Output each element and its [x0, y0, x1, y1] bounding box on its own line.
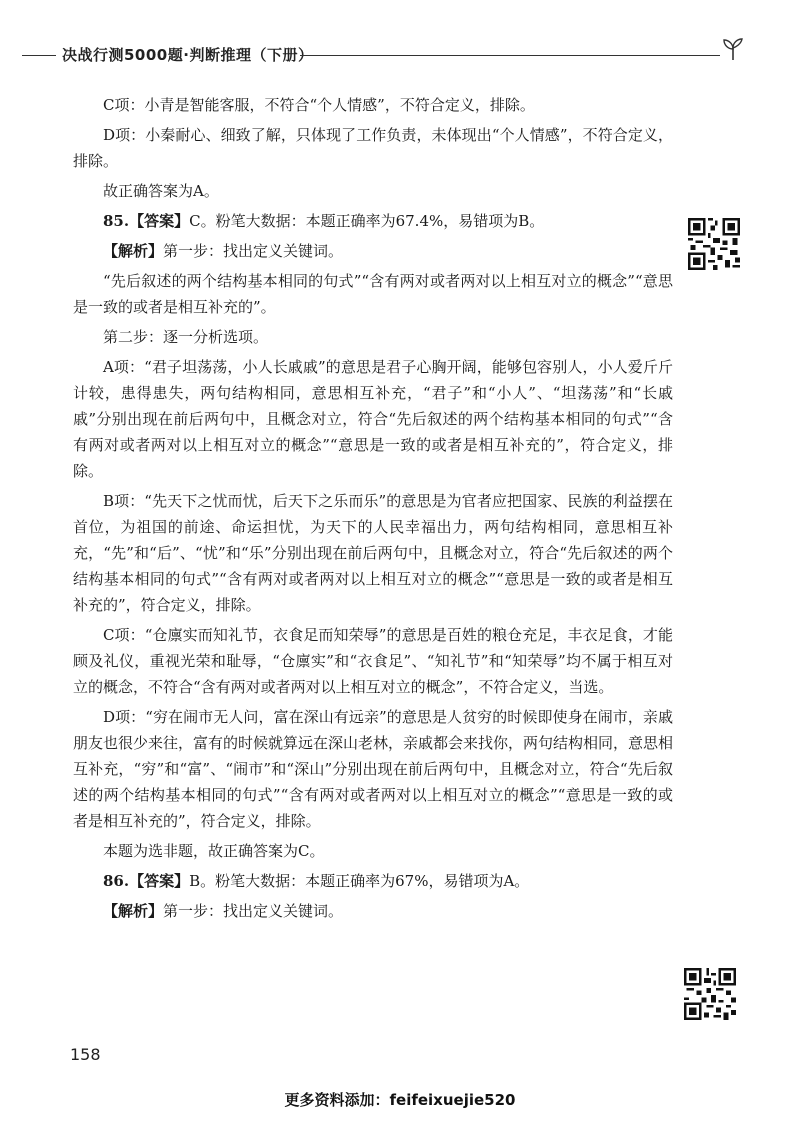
paragraph-text: A项：“君子坦荡荡，小人长戚戚”的意思是君子心胸开阔，能够包容别人，小人爱斤斤计较，患得患失，两句结构相同，意思相互补充，“君子”和“小人”、“坦荡荡”和“长戚戚”分别出现在前后两句中，且概念对立，符合“先后叙述的两个结构基本相同的句式”“含有两对或者两对以上相互对立的概念”“意思是一致的或者是相互补充的”，符合定义，排除。	[73, 358, 673, 480]
paragraph	[73, 92, 673, 118]
paragraph-text: B项：“先天下之忧而忧，后天下之乐而乐”的意思是为官者应把国家、民族的利益摆在首位，为祖国的前途、命运担忧，为天下的人民幸福出力，两句结构相同，意思相互补充，“先”和“后”、“忧”和“乐”分别出现在前后两句中，且概念对立，符合“先后叙述的两个结构基本相同的句式”“含有两对或者两对以上相互对立的概念”“意思是一致的或者是相互补充的”，符合定义，排除。	[73, 492, 673, 614]
option-d	[73, 704, 673, 834]
paragraph-text: “先后叙述的两个结构基本相同的句式”“含有两对或者两对以上相互对立的概念”“意思是一致的或者是相互补充的”。	[73, 272, 673, 316]
paragraph-text: B。粉笔大数据：本题正确率为67%，易错项为A。	[189, 872, 530, 890]
conclusion	[73, 838, 673, 864]
paragraph-text: C项：“仓廪实而知礼节，衣食足而知荣辱”的意思是百姓的粮仓充足，丰衣足食，才能顾及礼仪，重视光荣和耻辱，“仓廪实”和“衣食足”、“知礼节”和“知荣辱”均不属于相互对立的概念，不符合“含有两对或者两对以上相互对立的概念”，不符合定义，当选。	[73, 626, 673, 696]
paragraph-text: D项：“穷在闹市无人问，富在深山有远亲”的意思是人贫穷的时候即使身在闹市，亲戚朋友也很少来往，富有的时候就算远在深山老林，亲戚都会来找你，两句结构相同，意思相互补充，“穷”和“富”、“闹市”和“深山”分别出现在前后两句中，且概念对立，符合“先后叙述的两个结构基本相同的句式”“含有两对或者两对以上相互对立的概念”“意思是一致的或者是相互补充的”，符合定义，排除。	[73, 708, 674, 830]
answer-label: 86.【答案】	[103, 872, 190, 890]
qr-code-icon[interactable]	[684, 968, 736, 1020]
paragraph-text: 第一步：找出定义关键词。	[163, 902, 344, 920]
header-title: 决战行测5000题·判断推理（下册）	[62, 46, 314, 64]
footer-note: 更多资料添加：feifeixuejie520	[284, 1091, 516, 1109]
paragraph	[73, 122, 673, 174]
page-body	[73, 92, 673, 928]
paragraph-text: D项：小秦耐心、细致了解，只体现了工作负责，未体现出“个人情感”，不符合定义，排除。	[73, 126, 673, 170]
option-c	[73, 622, 673, 700]
analysis-label: 【解析】	[103, 902, 164, 920]
answer-86	[73, 868, 673, 894]
option-b	[73, 488, 673, 618]
paragraph	[73, 178, 673, 204]
paragraph-text: C项：小青是智能客服，不符合“个人情感”，不符合定义，排除。	[103, 96, 535, 114]
paragraph-text: 本题为选非题，故正确答案为C。	[103, 842, 325, 860]
answer-85	[73, 208, 673, 234]
header-rule-left	[22, 55, 56, 56]
running-header	[0, 30, 800, 70]
paragraph-text: 第一步：找出定义关键词。	[163, 242, 344, 260]
paragraph-text: 故正确答案为A。	[103, 182, 219, 200]
paragraph	[73, 268, 673, 320]
analysis-label: 【解析】	[103, 242, 164, 260]
paragraph-text: C。粉笔大数据：本题正确率为67.4%，易错项为B。	[189, 212, 545, 230]
option-a	[73, 354, 673, 484]
qr-code-icon[interactable]	[688, 218, 740, 270]
analysis-85	[73, 238, 673, 264]
paragraph	[73, 324, 673, 350]
answer-label: 85.【答案】	[103, 212, 190, 230]
sprout-icon	[720, 36, 746, 62]
page-number: 158	[70, 1045, 101, 1064]
paragraph-text: 第二步：逐一分析选项。	[103, 328, 269, 346]
header-rule-right	[300, 55, 720, 56]
analysis-86	[73, 898, 673, 924]
